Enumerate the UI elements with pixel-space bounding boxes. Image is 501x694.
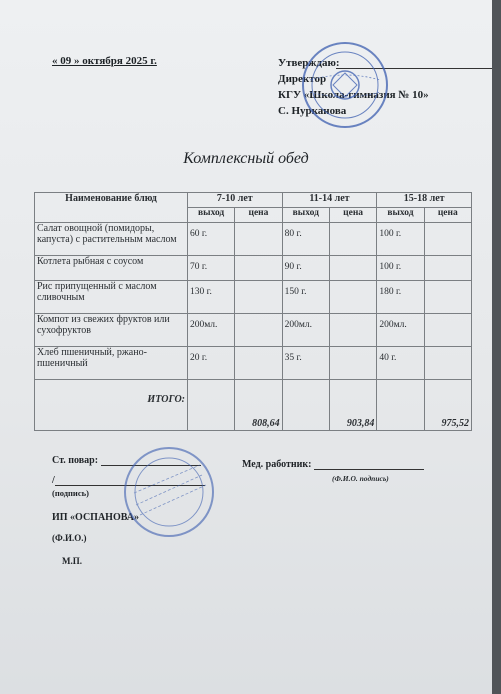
dish-output: 180 г.: [377, 281, 424, 314]
total-price: 808,64: [235, 380, 282, 431]
dish-name: Котлета рыбная с соусом: [35, 256, 188, 281]
background-edge: [492, 0, 501, 694]
med-label: Мед. работник:: [242, 459, 312, 470]
dish-output: 200мл.: [188, 314, 235, 347]
price-cell: [424, 281, 471, 314]
company-stamp: [122, 445, 217, 540]
sub-header-price: цена: [235, 208, 282, 223]
price-cell: [235, 223, 282, 256]
slash: /: [52, 475, 55, 486]
sub-header-price: цена: [424, 208, 471, 223]
dish-output: 130 г.: [188, 281, 235, 314]
dish-output: 90 г.: [282, 256, 329, 281]
total-price: 975,52: [424, 380, 471, 431]
dish-name: Хлеб пшеничный, ржано-пшеничный: [35, 347, 188, 380]
table-row: [35, 347, 472, 380]
empty-cell: [377, 380, 424, 431]
sub-header-price: цена: [329, 208, 376, 223]
empty-cell: [188, 380, 235, 431]
age-group-header: 7-10 лет: [188, 193, 283, 208]
dish-output: 20 г.: [188, 347, 235, 380]
price-cell: [424, 314, 471, 347]
seal-note: М.П.: [62, 556, 82, 566]
age-group-header: 11-14 лет: [282, 193, 377, 208]
column-header-name: Наименование блюд: [35, 193, 188, 223]
age-group-header: 15-18 лет: [377, 193, 472, 208]
name-note: (Ф.И.О.): [52, 533, 87, 543]
price-cell: [235, 314, 282, 347]
sub-header-output: выход: [377, 208, 424, 223]
med-signature-line: [314, 469, 424, 470]
med-note: (Ф.И.О. подпись): [332, 474, 389, 483]
company-name: ИП «ОСПАНОВА»: [52, 512, 139, 523]
sub-header-output: выход: [188, 208, 235, 223]
dish-output: 70 г.: [188, 256, 235, 281]
total-price: 903,84: [329, 380, 376, 431]
cook-label: Ст. повар:: [52, 455, 99, 466]
dish-output: 100 г.: [377, 256, 424, 281]
menu-table: [34, 192, 472, 431]
total-row: [35, 380, 472, 431]
table-row: [35, 256, 472, 281]
med-signature: [242, 459, 424, 470]
approve-label: Утверждаю:: [278, 57, 340, 69]
total-label: ИТОГО:: [35, 380, 188, 431]
dish-output: 150 г.: [282, 281, 329, 314]
dish-name: Салат овощной (помидоры, капуста) с растительным маслом: [35, 223, 188, 256]
price-cell: [329, 256, 376, 281]
dish-output: 35 г.: [282, 347, 329, 380]
table-row: [35, 223, 472, 256]
empty-cell: [282, 380, 329, 431]
dish-output: 80 г.: [282, 223, 329, 256]
price-cell: [329, 347, 376, 380]
page-title: Комплексный обед: [183, 150, 309, 167]
price-cell: [329, 223, 376, 256]
price-cell: [329, 281, 376, 314]
price-cell: [329, 314, 376, 347]
dish-name: Рис припущенный с маслом сливочным: [35, 281, 188, 314]
document-date: « 09 » октября 2025 г.: [52, 55, 157, 67]
director-position: Директор: [278, 73, 327, 85]
price-cell: [235, 256, 282, 281]
director-name: С. Нурканова: [278, 105, 347, 117]
signature-note: (подпись): [52, 488, 89, 498]
price-cell: [235, 347, 282, 380]
dish-output: 200мл.: [377, 314, 424, 347]
dish-output: 60 г.: [188, 223, 235, 256]
dish-output: 200мл.: [282, 314, 329, 347]
price-cell: [424, 223, 471, 256]
price-cell: [424, 347, 471, 380]
school-stamp: [300, 40, 390, 130]
sub-header-output: выход: [282, 208, 329, 223]
dish-output: 40 г.: [377, 347, 424, 380]
dish-output: 100 г.: [377, 223, 424, 256]
table-row: [35, 281, 472, 314]
price-cell: [424, 256, 471, 281]
dish-name: Компот из свежих фруктов или сухофруктов: [35, 314, 188, 347]
school-name: КГУ «Школа-гимназия № 10»: [278, 89, 429, 101]
table-row: [35, 314, 472, 347]
price-cell: [235, 281, 282, 314]
